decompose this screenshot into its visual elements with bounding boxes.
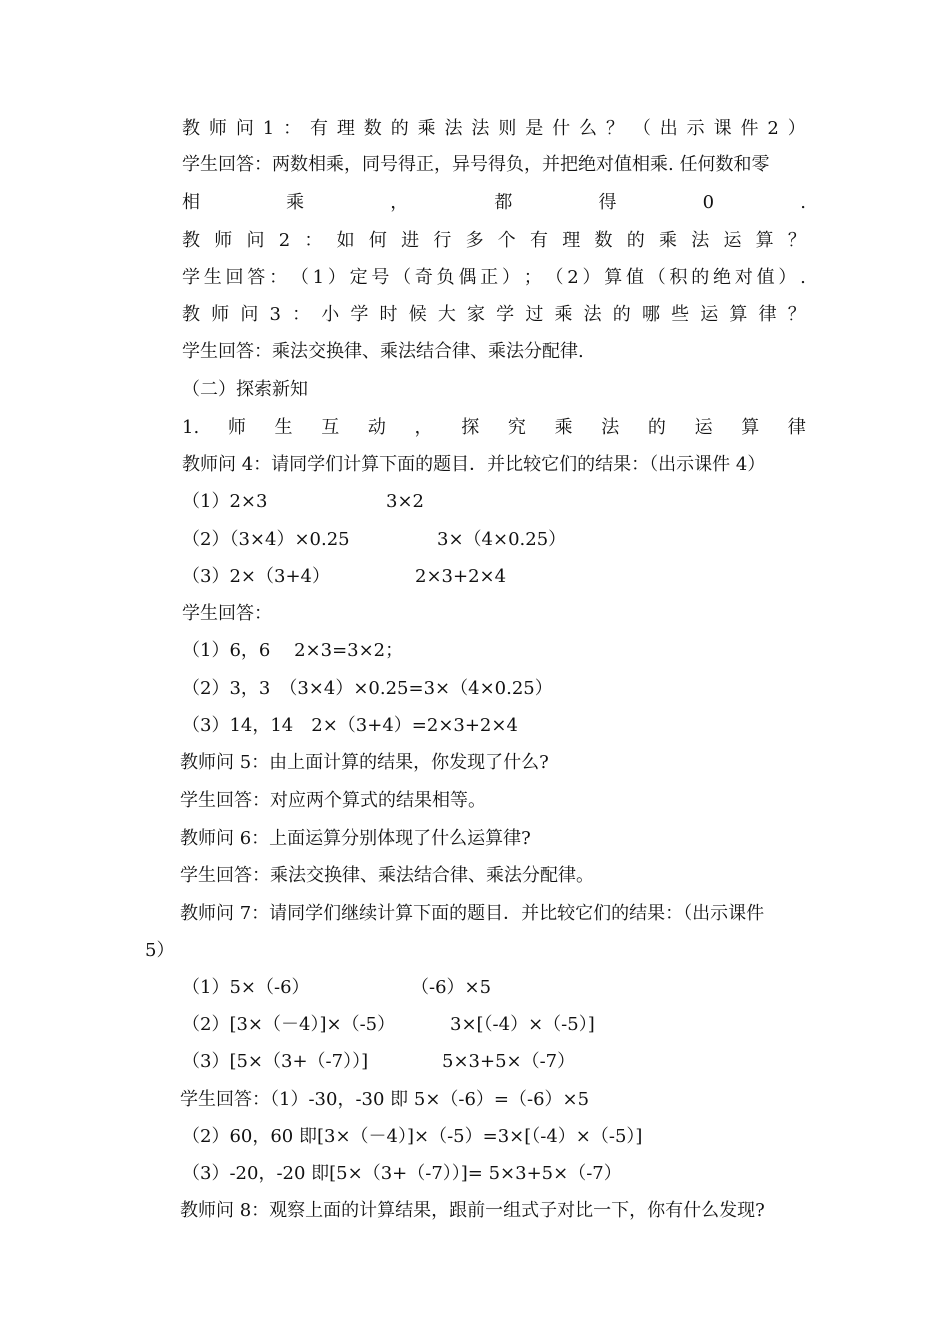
teacher-question-7: 教师问 7：请同学们继续计算下面的题目．并比较它们的结果：（出示课件 (180, 903, 765, 924)
text-glyph: 1 (312, 267, 325, 288)
text-glyph: 件 (740, 118, 759, 139)
answer-row: （2）60，60 即[3×（－4）]×（-5）=3×[（-4）×（-5）] (182, 1126, 643, 1147)
text-glyph: 回 (225, 267, 244, 288)
text-glyph: ） (327, 267, 346, 288)
text-glyph: 教 (182, 118, 200, 139)
teacher-question-2 (182, 229, 806, 253)
text-glyph: 的 (647, 417, 666, 438)
text-glyph: 0 (702, 192, 715, 213)
student-answer-3: 学生回答：乘法交换律、乘法结合律、乘法分配律. (182, 341, 584, 362)
text-glyph: 大 (437, 304, 456, 325)
text-glyph: . (800, 192, 806, 213)
text-glyph: ） (501, 267, 520, 288)
teacher-question-7-continued: 5） (145, 940, 175, 961)
text-glyph: ： (304, 230, 323, 251)
text-glyph: 有 (530, 230, 549, 251)
student-answer-6: 学生回答：乘法交换律、乘法结合律、乘法分配律。 (180, 865, 594, 886)
text-glyph: 1. (182, 417, 200, 438)
student-answer-1: 学生回答：两数相乘，同号得正，异号得负，并把绝对值相乘. 任何数和零 (182, 154, 770, 175)
exercise-row (182, 1050, 806, 1074)
text-glyph: 家 (467, 304, 486, 325)
exercise-right: 3×[（-4）×（-5）] (450, 1014, 595, 1035)
text-glyph: 探 (461, 417, 480, 438)
text-glyph: 时 (379, 304, 398, 325)
text-glyph: 乘 (417, 118, 436, 139)
text-glyph: 学 (350, 304, 369, 325)
subsection-heading (182, 416, 806, 440)
text-glyph: 是 (525, 118, 544, 139)
text-glyph: （ (393, 267, 412, 288)
exercise-left: （3）[5×（3+（-7））] (182, 1051, 369, 1072)
text-glyph: 师 (211, 304, 230, 325)
text-glyph: 乘 (286, 192, 305, 213)
teacher-question-5: 教师问 5：由上面计算的结果，你发现了什么? (180, 752, 549, 773)
text-glyph: 些 (671, 304, 690, 325)
text-glyph: 运 (723, 230, 742, 251)
student-answer-1-continued (182, 191, 806, 215)
exercise-right: 3×（4×0.25） (437, 529, 567, 550)
text-glyph: 问 (240, 304, 259, 325)
text-glyph: 1 (262, 118, 275, 139)
text-glyph: 偶 (458, 267, 477, 288)
text-glyph: 值 (756, 267, 775, 288)
text-glyph: 行 (433, 230, 452, 251)
teacher-question-4: 教师问 4：请同学们计算下面的题目．并比较它们的结果：（出示课件 4） (182, 454, 766, 475)
text-glyph: 生 (274, 417, 293, 438)
exercise-right: （-6）×5 (411, 977, 492, 998)
text-glyph: 3 (269, 304, 281, 325)
text-glyph: 课 (713, 118, 732, 139)
text-glyph: 绝 (713, 267, 732, 288)
text-glyph: 法 (444, 118, 463, 139)
teacher-question-3 (182, 303, 806, 327)
text-glyph: 师 (208, 118, 227, 139)
text-glyph: 奇 (414, 267, 433, 288)
text-glyph: ： (292, 304, 311, 325)
text-glyph: 小 (321, 304, 340, 325)
text-glyph: 正 (480, 267, 499, 288)
text-glyph: 积 (669, 267, 688, 288)
text-glyph: ？ (605, 118, 624, 139)
text-glyph: 的 (390, 118, 409, 139)
text-glyph: 的 (626, 230, 645, 251)
text-glyph: 算 (755, 230, 774, 251)
exercise-row (182, 490, 806, 514)
text-glyph: 法 (601, 417, 620, 438)
answer-row: （2）3，3 （3×4）×0.25=3×（4×0.25） (182, 678, 553, 699)
text-glyph: 生 (203, 267, 222, 288)
text-glyph: 示 (686, 118, 705, 139)
text-glyph: 数 (363, 118, 382, 139)
text-glyph: 动 (367, 417, 386, 438)
text-glyph: 乘 (554, 304, 573, 325)
exercise-row (182, 976, 806, 1000)
text-glyph: 对 (734, 267, 753, 288)
text-glyph: 候 (408, 304, 427, 325)
text-glyph: . (800, 267, 806, 288)
text-glyph: 值 (625, 267, 644, 288)
text-glyph: 负 (436, 267, 455, 288)
student-answer-label: 学生回答： (182, 603, 272, 624)
text-glyph: 问 (235, 118, 254, 139)
text-glyph: 个 (497, 230, 516, 251)
exercise-left: （3）2×（3+4） (182, 566, 330, 587)
exercise-row (182, 528, 806, 552)
text-glyph: ， (414, 417, 433, 438)
text-glyph: （ (647, 267, 666, 288)
text-glyph: 师 (214, 230, 233, 251)
text-glyph: 数 (594, 230, 613, 251)
exercise-left: （2）[3×（－4）]×（-5） (182, 1014, 396, 1035)
text-glyph: 的 (691, 267, 710, 288)
student-answer-2 (182, 266, 806, 290)
text-glyph: 号 (371, 267, 390, 288)
text-glyph: ； (523, 267, 542, 288)
teacher-question-1 (182, 117, 806, 141)
text-glyph: ？ (787, 304, 806, 325)
text-glyph: 2 (278, 230, 291, 251)
exercise-row (182, 1013, 806, 1037)
text-glyph: （ (545, 267, 564, 288)
text-glyph: 律 (758, 304, 777, 325)
text-glyph: 得 (598, 192, 617, 213)
text-glyph: ： (283, 118, 302, 139)
text-glyph: 乘 (554, 417, 573, 438)
text-glyph: 何 (368, 230, 387, 251)
text-glyph: 2 (567, 267, 579, 288)
exercise-left: （1）2×3 (182, 491, 268, 512)
text-glyph: 理 (562, 230, 581, 251)
text-glyph: 学 (182, 267, 200, 288)
teacher-question-8: 教师问 8：观察上面的计算结果，跟前一组式子对比一下，你有什么发现? (180, 1200, 765, 1221)
text-glyph: （ (632, 118, 651, 139)
text-glyph: 教 (182, 304, 200, 325)
text-glyph: 有 (309, 118, 328, 139)
text-glyph: 律 (787, 417, 806, 438)
answer-row: （1）6，6 2×3=3×2； (182, 640, 404, 661)
exercise-right: 3×2 (386, 491, 424, 512)
text-glyph: 问 (246, 230, 265, 251)
text-glyph: 的 (612, 304, 631, 325)
text-glyph: 答 (247, 267, 266, 288)
text-glyph: （ (290, 267, 309, 288)
exercise-right: 5×3+5×（-7） (442, 1051, 576, 1072)
text-glyph: 教 (182, 230, 200, 251)
text-glyph: 法 (471, 118, 490, 139)
text-glyph: 算 (741, 417, 760, 438)
student-answer-7: 学生回答：（1）-30，-30 即 5×（-6）=（-6）×5 (180, 1089, 590, 1110)
text-glyph: 运 (700, 304, 719, 325)
text-glyph: 法 (583, 304, 602, 325)
text-glyph: 2 (767, 118, 779, 139)
text-glyph: 互 (321, 417, 340, 438)
text-glyph: 师 (227, 417, 246, 438)
text-glyph: 究 (507, 417, 526, 438)
text-glyph: 什 (552, 118, 571, 139)
text-glyph: ： (269, 267, 288, 288)
text-glyph: 都 (494, 192, 513, 213)
text-glyph: ） (787, 118, 806, 139)
text-glyph: ？ (787, 230, 806, 251)
exercise-row (182, 565, 806, 589)
text-glyph: 哪 (641, 304, 660, 325)
text-glyph: 学 (496, 304, 515, 325)
text-glyph: 定 (349, 267, 368, 288)
text-glyph: 相 (182, 192, 200, 213)
section-heading: （二）探索新知 (182, 379, 308, 400)
text-glyph: ， (390, 192, 409, 213)
text-glyph: 法 (691, 230, 710, 251)
exercise-right: 2×3+2×4 (415, 566, 507, 587)
teacher-question-6: 教师问 6：上面运算分别体现了什么运算律? (180, 828, 531, 849)
text-glyph: 进 (401, 230, 420, 251)
text-glyph: 出 (659, 118, 678, 139)
text-glyph: 过 (525, 304, 544, 325)
text-glyph: ） (778, 267, 797, 288)
text-glyph: 么 (579, 118, 598, 139)
text-glyph: 如 (336, 230, 355, 251)
exercise-left: （1）5×（-6） (182, 977, 310, 998)
text-glyph: 算 (604, 267, 623, 288)
text-glyph: 则 (498, 118, 517, 139)
text-glyph: 理 (336, 118, 355, 139)
text-glyph: 多 (465, 230, 484, 251)
text-glyph: 乘 (658, 230, 677, 251)
answer-row: （3）-20，-20 即[5×（3+（-7））]= 5×3+5×（-7） (182, 1163, 622, 1184)
text-glyph: 运 (694, 417, 713, 438)
student-answer-5: 学生回答：对应两个算式的结果相等。 (180, 790, 486, 811)
answer-row: （3）14，14 2×（3+4）=2×3+2×4 (182, 715, 518, 736)
text-glyph: 算 (729, 304, 748, 325)
text-glyph: ） (582, 267, 601, 288)
exercise-left: （2）（3×4）×0.25 (182, 529, 350, 550)
